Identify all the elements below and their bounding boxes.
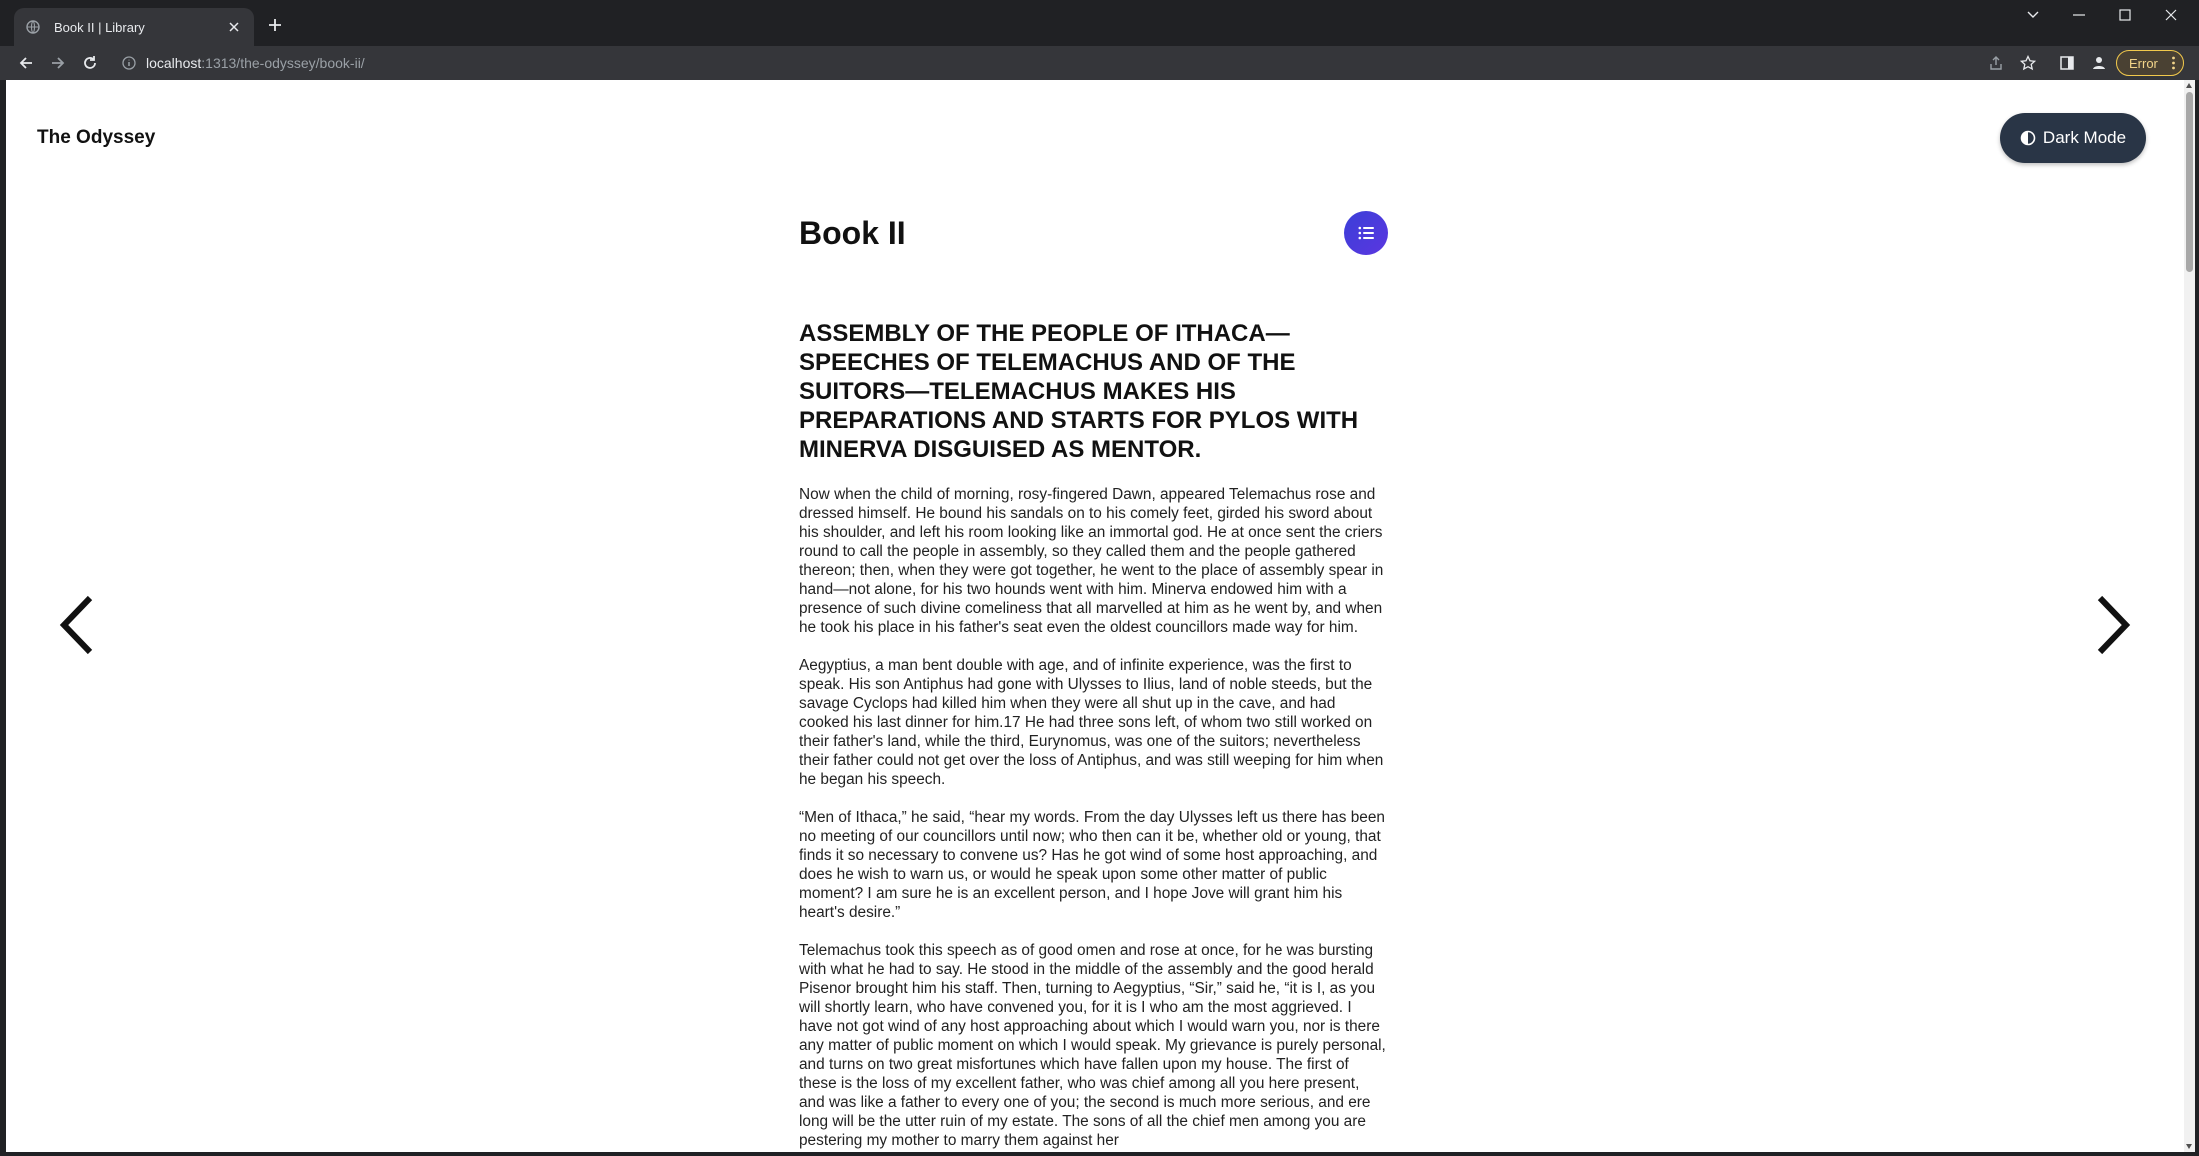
url-host: localhost [146, 55, 202, 71]
next-page-button[interactable] [2084, 585, 2144, 665]
browser-tab-strip [0, 0, 2199, 46]
reload-icon[interactable] [77, 50, 103, 76]
paragraph: Aegyptius, a man bent double with age, and of infinite experience, was the first to speak. His son Antiphus had gone with Ulysses to Ilius, land of noble steeds, but the savage Cyclops had killed him when they were all shut up in the cave, and had cooked his last dinner for him.17 He had three sons left, of whom two still worked on their father's land, while the third, Eurynomus, was one of the suitors; nevertheless their father could not get over the loss of Antiphus, and was still weeping for him when he began his speech. [799, 657, 1384, 788]
dark-mode-label: Dark Mode [2042, 128, 2127, 147]
share-icon[interactable] [1984, 51, 2008, 75]
bookmark-star-icon[interactable] [2016, 51, 2040, 75]
chevron-left-icon [56, 594, 96, 656]
paragraph: Now when the child of morning, rosy-fingered Dawn, appeared Telemachus rose and dressed himself. He bound his sandals on to his comely feet, girded his sword about his shoulder, and left his room looking like an immortal god. He at once sent the criers round to call the people in assembly, so they called them and the people gathered thereon; then, when they were got together, he went to the place of assembly spear in hand—not alone, for his two hounds went with him. Minerva endowed him with a presence of such divine comeliness that all marvelled at him as he went by, and when he took his place in his father's seat even the oldest councillors made way for him. [799, 486, 1384, 636]
paragraph: Telemachus took this speech as of good omen and rose at once, for he was bursting with what he had to say. He stood in the middle of the assembly and the good herald Pisenor brought him his staff. Then, turning to Aegyptius, “Sir,” said he, “it is I, as you will shortly learn, who have convened you, for it is I who am the most aggrieved. I have not got wind of any host approaching about which I would warn you, nor is there any matter of public moment on which I would speak. My grievance is purely personal, and turns on two great misfortunes which have fallen upon my house. The first of these is the loss of my excellent father, who was chief among all you here present, and was like a father to every one of you; the second is much more serious, and ere long will be the utter ruin of my estate. The sons of all the chief men among you are pestering my mother to marry them against her [799, 942, 1386, 1149]
scroll-down-arrow[interactable] [2186, 1144, 2192, 1149]
list-icon [1358, 226, 1374, 240]
new-tab-icon[interactable] [264, 14, 286, 36]
address-bar[interactable] [116, 49, 1986, 77]
scroll-up-arrow[interactable] [2186, 83, 2192, 88]
chevron-right-icon [2094, 594, 2134, 656]
browser-toolbar [0, 46, 2199, 80]
forward-icon[interactable] [45, 50, 71, 76]
page-scrollbar[interactable] [2184, 80, 2195, 1152]
paragraph: “Men of Ithaca,” he said, “hear my words. From the day Ulysses left us there has been no meeting of our councillors until now; who then can it be, whether old or young, that finds it so necessary to convene us? Has he got wind of some host approaching, and does he wish to warn us, or would he speak upon some other matter of public moment? I am sure he is an excellent person, and I hope Jove will grant him his heart's desire.” [799, 809, 1385, 921]
close-tab-icon[interactable] [226, 19, 242, 35]
profile-icon[interactable] [2087, 51, 2111, 75]
side-panel-icon[interactable] [2055, 51, 2079, 75]
maximize-icon[interactable] [2102, 0, 2148, 30]
page-title: Book II [799, 215, 906, 251]
error-label: Error [2129, 55, 2158, 71]
site-title[interactable]: The Odyssey [37, 127, 156, 148]
browser-tab[interactable] [14, 8, 254, 46]
half-circle-icon [2020, 130, 2036, 146]
site-info-icon[interactable] [122, 56, 136, 70]
back-icon[interactable] [13, 50, 39, 76]
more-menu-icon[interactable] [2172, 56, 2175, 73]
url-path: :1313/the-odyssey/book-ii/ [201, 55, 365, 71]
table-of-contents-button[interactable] [1344, 211, 1388, 255]
page-viewport [6, 80, 2184, 1152]
scrollbar-thumb[interactable] [2186, 92, 2193, 272]
previous-page-button[interactable] [46, 585, 106, 665]
tab-title: Book II | Library [54, 19, 145, 35]
error-button[interactable] [2116, 50, 2184, 76]
minimize-icon[interactable] [2056, 0, 2102, 30]
article-body [799, 485, 1389, 1152]
dark-mode-button[interactable] [2000, 113, 2146, 163]
globe-icon [26, 20, 40, 34]
chapter-summary: ASSEMBLY OF THE PEOPLE OF ITHACA—SPEECHES OF TELEMACHUS AND OF THE SUITORS—TELEMACHUS MAKES HIS PREPARATIONS AND STARTS FOR PYLOS WITH MINERVA DISGUISED AS MENTOR. [799, 320, 1359, 463]
tab-search-icon[interactable] [2010, 0, 2056, 30]
window-close-icon[interactable] [2148, 0, 2194, 30]
